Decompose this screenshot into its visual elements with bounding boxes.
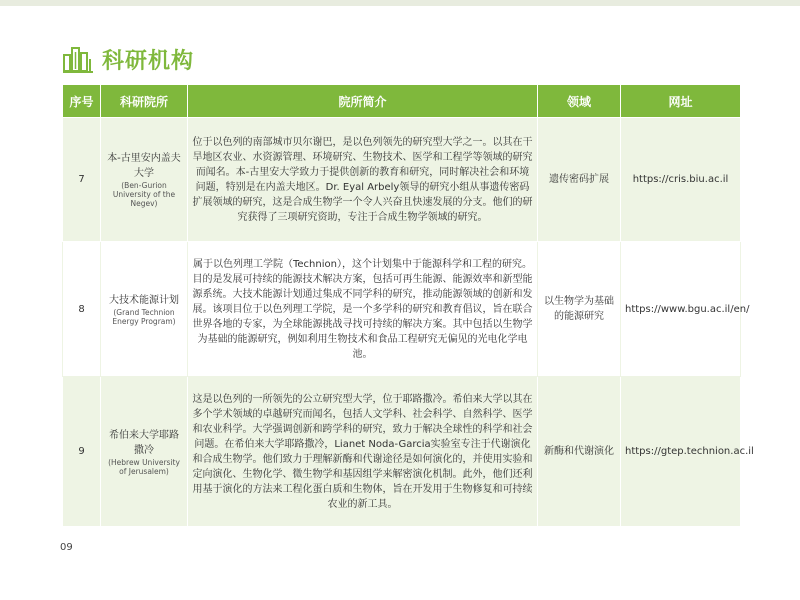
institute-url-link[interactable]: https://www.bgu.ac.il/en/ (621, 242, 741, 377)
buildings-icon (62, 45, 94, 73)
institute-description: 这是以色列的一所领先的公立研究型大学，位于耶路撒冷。希伯来大学以其在多个学术领域的卓越研究而闻名，包括人文学科、社会科学、自然科学、医学和农业科学。大学强调创新和跨学科的研究，致力于解决全球性的科学和社会问题。在希伯来大学耶路撒冷，Lianet Noda-Garcia实验室专注于代谢演化和合成生物学。他们致力于理解新酶和代谢途径是如何演化的，并使用实验和定向演化、生物化学、微生物学和基因组学来解密演化机制。此外，他们还利用基于演化的方法来工程化蛋白质和生物体，旨在开发用于生物修复和可持续农业的新工具。 (188, 377, 538, 527)
research-field: 以生物学为基础的能源研究 (538, 242, 621, 377)
row-num: 7 (63, 118, 101, 242)
institute-name-en: (Hebrew University of Jerusalem) (108, 457, 180, 476)
col-header-description: 院所简介 (188, 85, 538, 118)
top-decor-bar (0, 0, 800, 6)
col-header-url: 网址 (621, 85, 741, 118)
institute-name-en: (Ben-Gurion University of the Negev) (112, 181, 176, 208)
page-title: 科研机构 (102, 48, 195, 74)
row-num: 9 (63, 377, 101, 527)
institute-name-en: (Grand Technion Energy Program) (112, 307, 176, 326)
institute-cell (101, 242, 188, 377)
institute-cell (101, 377, 188, 527)
institute-description: 位于以色列的南部城市贝尔谢巴，是以色列领先的研究型大学之一。以其在干旱地区农业、水资源管理、环境研究、生物技术、医学和工程学等领域的研究而闻名。本-古里安大学致力于提供创新的教育和研究，同时解决社会和环境问题，特别是在内盖夫地区。Dr. Eyal Arbely领导的研究小组从事遗传密码扩展领域的研究，这是合成生物学一个令人兴奋且快速发展的分支。他们的研究获得了三项研究资助，专注于合成生物学领域的研究。 (188, 118, 538, 242)
institute-name-zh: 大技术能源计划 (109, 294, 179, 306)
table-header-row (63, 85, 741, 118)
research-table (62, 84, 754, 527)
page-header (62, 42, 194, 76)
research-field: 新酶和代谢演化 (538, 377, 621, 527)
col-header-field: 领域 (538, 85, 621, 118)
institute-name-zh: 本-古里安内盖夫大学 (107, 153, 181, 179)
col-header-institute: 科研院所 (101, 85, 188, 118)
row-num: 8 (63, 242, 101, 377)
institute-name-zh: 希伯来大学耶路撒冷 (109, 429, 179, 456)
table-row (63, 118, 741, 242)
institute-url-link[interactable]: https://cris.biu.ac.il (621, 118, 741, 242)
table-row (63, 377, 741, 527)
institute-url-link[interactable]: https://gtep.technion.ac.il (621, 377, 741, 527)
col-header-num: 序号 (63, 85, 101, 118)
institute-cell (101, 118, 188, 242)
institute-description: 属于以色列理工学院（Technion），这个计划集中于能源科学和工程的研究。目的是发展可持续的能源技术解决方案，包括可再生能源、能源效率和新型能源系统。大技术能源计划通过集成不同学科的研究，推动能源领域的创新和发展。该项目位于以色列理工学院，是一个多学科的研究和教育倡议，旨在联合世界各地的专家，为全球能源挑战寻找可持续的解决方案。其中包括以生物学为基础的能源研究，例如利用生物技术和食品工程研究无偏见的光电化学电池。 (188, 242, 538, 377)
research-field: 遗传密码扩展 (538, 118, 621, 242)
page-number: 09 (60, 542, 73, 553)
table-row (63, 242, 741, 377)
